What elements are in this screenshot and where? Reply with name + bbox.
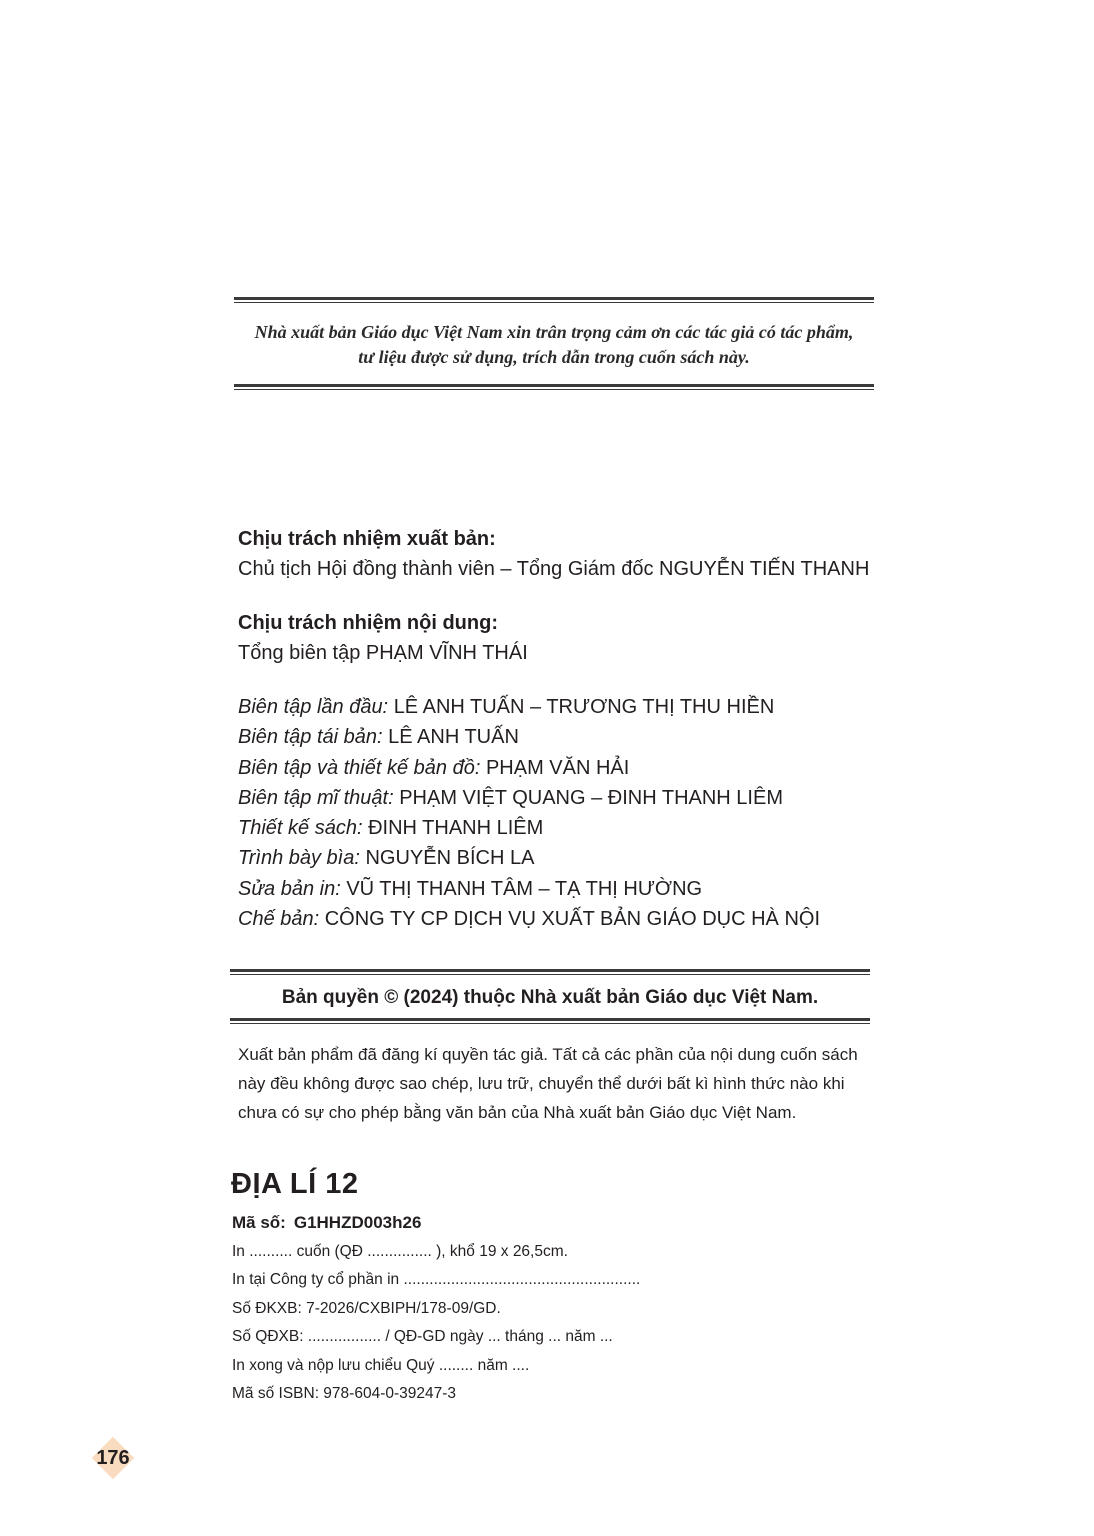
credit-role: Biên tập và thiết kế bản đồ:: [238, 756, 481, 779]
credit-names: PHẠM VIỆT QUANG – ĐINH THANH LIÊM: [399, 786, 783, 809]
copyright-statement: Bản quyền © (2024) thuộc Nhà xuất bản Giáo dục Việt Nam.: [281, 987, 819, 1008]
print-info-line: Số ĐKXB: 7-2026/CXBIPH/178-09/GD.: [232, 1299, 501, 1317]
print-info-line: In .......... cuốn (QĐ ............... ), khổ 19 x 26,5cm.: [232, 1243, 568, 1260]
credit-row: [238, 874, 938, 904]
page-number: 176: [96, 1447, 130, 1469]
credits-list: [238, 692, 938, 934]
credit-names: CÔNG TY CP DỊCH VỤ XUẤT BẢN GIÁO DỤC HÀ NỘI: [324, 908, 821, 931]
notice-line-1: Xuất bản phẩm đã đăng kí quyền tác giả. Tất cả các phần của nội dung cuốn sách: [238, 1045, 858, 1064]
credit-role: Chế bản:: [238, 908, 320, 931]
page-number-badge: [92, 1437, 134, 1479]
credit-role: Thiết kế sách:: [238, 817, 363, 840]
credit-row: [238, 692, 938, 722]
credit-role: Biên tập mĩ thuật:: [238, 786, 394, 809]
print-info-line: In tại Công ty cổ phần in .......................................................: [232, 1271, 641, 1289]
content-responsibility: [238, 608, 898, 668]
credit-row: [238, 843, 938, 873]
credit-role: Biên tập tái bản:: [238, 726, 383, 749]
copyright-bottom-rule: [230, 1018, 870, 1024]
publishing-responsibility-value: Chủ tịch Hội đồng thành viên – Tổng Giám đốc NGUYỄN TIẾN THANH: [238, 558, 870, 580]
acknowledgement-line-2: tư liệu được sử dụng, trích dẫn trong cuốn sách này.: [358, 347, 750, 367]
notice-line-2: này đều không được sao chép, lưu trữ, chuyển thể dưới bất kì hình thức nào khi: [238, 1074, 845, 1093]
credit-row: [238, 783, 938, 813]
acknowledgement: [234, 320, 874, 370]
print-info: [232, 1238, 640, 1408]
credit-row: [238, 904, 938, 934]
content-responsibility-value: Tổng biên tập PHẠM VĨNH THÁI: [238, 642, 528, 664]
credit-role: Trình bày bìa:: [238, 847, 360, 870]
copyright-top-rule: [230, 969, 870, 975]
copyright-notice: [238, 1040, 878, 1127]
publishing-responsibility-heading: Chịu trách nhiệm xuất bản:: [238, 528, 496, 550]
ack-top-rule: [234, 297, 874, 303]
content-responsibility-heading: Chịu trách nhiệm nội dung:: [238, 612, 498, 634]
credit-row: [238, 753, 938, 783]
print-info-line: Mã số ISBN: 978-604-0-39247-3: [232, 1385, 457, 1403]
credit-role: Sửa bản in:: [238, 877, 341, 900]
publishing-responsibility: [238, 524, 898, 584]
credit-names: VŨ THỊ THANH TÂM – TẠ THỊ HƯỜNG: [346, 877, 703, 900]
credit-row: [238, 813, 938, 843]
notice-line-3: chưa có sự cho phép bằng văn bản của Nhà xuất bản Giáo dục Việt Nam.: [238, 1103, 797, 1122]
print-info-line: In xong và nộp lưu chiểu Quý ........ năm ....: [232, 1356, 530, 1374]
book-title: ĐỊA LÍ 12: [231, 1168, 359, 1200]
book-code: [232, 1210, 421, 1236]
book-code-value: G1HHZD003h26: [293, 1213, 422, 1232]
acknowledgement-line-1: Nhà xuất bản Giáo dục Việt Nam xin trân trọng cảm ơn các tác giả có tác phẩm,: [254, 322, 854, 342]
credit-names: LÊ ANH TUẤN: [388, 726, 519, 749]
credit-row: [238, 722, 938, 752]
ack-bottom-rule: [234, 384, 874, 390]
print-info-line: Số QĐXB: ................. / QĐ-GD ngày ... tháng ... năm ...: [232, 1328, 613, 1346]
credit-role: Biên tập lần đầu:: [238, 696, 389, 718]
credit-names: LÊ ANH TUẤN – TRƯƠNG THỊ THU HIỀN: [393, 696, 775, 718]
credit-names: PHẠM VĂN HẢI: [485, 756, 630, 779]
credit-names: ĐINH THANH LIÊM: [368, 817, 544, 840]
book-code-label: Mã số:: [232, 1213, 286, 1232]
credit-names: NGUYỄN BÍCH LA: [365, 847, 535, 870]
